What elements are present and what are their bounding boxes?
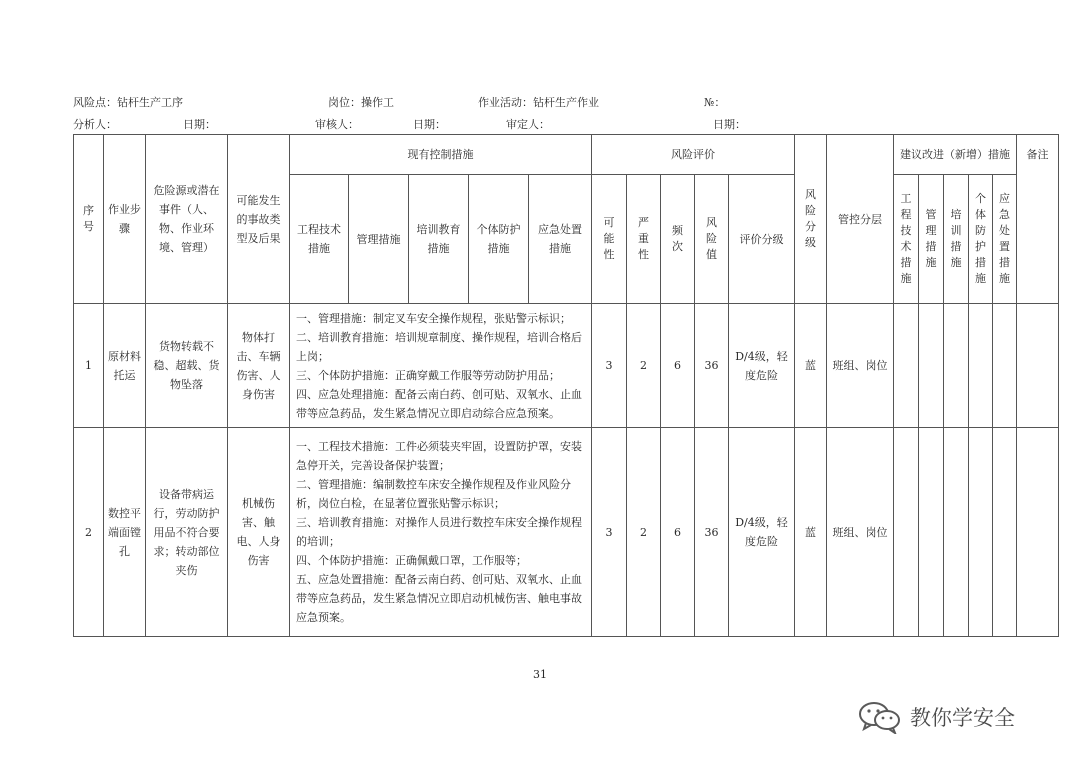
col-improve-train-header: 培训措施 <box>944 175 969 304</box>
row-note <box>1017 304 1059 428</box>
row-frequency: 6 <box>661 428 695 637</box>
risk-assessment-table <box>73 134 1059 637</box>
header-date-1: 日期： <box>183 118 216 131</box>
row-improve-ppe <box>969 304 993 428</box>
col-improve-eng-header: 工程技术措施 <box>894 175 919 304</box>
col-risk-value-header: 风险值 <box>695 175 729 304</box>
col-improve-header: 建议改进（新增）措施 <box>894 135 1017 175</box>
measure-line: 五、应急处置措施：配备云南白药、创可贴、双氧水、止血带等应急药品，发生紧急情况立即启动机械伤害、触电事故应急预案。 <box>296 573 582 624</box>
measure-line: 一、管理措施：制定叉车安全操作规程，张贴警示标识； <box>296 311 571 325</box>
row-risk-level: 蓝 <box>795 428 827 637</box>
col-risk-level-header: 风险分级 <box>795 135 827 304</box>
row-severity: 2 <box>627 428 661 637</box>
col-note-header: 备注 <box>1017 135 1059 304</box>
row-hazard: 货物转载不稳、超载、货物坠落 <box>146 304 228 428</box>
measure-line: 三、个体防护措施：正确穿戴工作服等劳动防护用品； <box>296 368 560 382</box>
row-improve-eng <box>894 428 919 637</box>
row-accident: 机械伤害、触电、人身伤害 <box>228 428 290 637</box>
header-analyst: 分析人： <box>73 118 117 131</box>
col-risk-eval-header: 风险评价 <box>592 135 795 175</box>
col-grade-header: 评价分级 <box>729 175 795 304</box>
header-reviewer: 审核人： <box>315 118 359 131</box>
measure-line: 三、培训教育措施：对操作人员进行数控车床安全操作规程的培训； <box>296 516 582 548</box>
row-current-measures <box>290 304 592 428</box>
row-improve-mgmt <box>919 428 944 637</box>
col-accident-header: 可能发生的事故类型及后果 <box>228 135 290 304</box>
col-eng-header: 工程技术措施 <box>290 175 349 304</box>
row-control-layer: 班组、岗位 <box>827 428 894 637</box>
measure-line: 二、培训教育措施：培训规章制度、操作规程，培训合格后上岗； <box>296 330 582 363</box>
row-note <box>1017 428 1059 637</box>
header-number: №： <box>704 96 726 109</box>
measure-line: 四、应急处理措施：配备云南白药、创可贴、双氧水、止血带等应急药品，发生紧急情况立即启动综合应急预案。 <box>296 387 582 420</box>
row-improve-ppe <box>969 428 993 637</box>
row-control-layer: 班组、岗位 <box>827 304 894 428</box>
header-date-2: 日期： <box>413 118 446 131</box>
col-severity-header: 严重性 <box>627 175 661 304</box>
row-improve-emerg <box>993 428 1017 637</box>
watermark-text: 教你学安全 <box>910 706 1015 730</box>
col-seq-header: 序号 <box>74 135 104 304</box>
measure-line: 一、工程技术措施：工件必须装夹牢固，设置防护罩，安装急停开关，完善设备保护装置； <box>296 440 582 472</box>
row-improve-mgmt <box>919 304 944 428</box>
wechat-icon <box>858 700 902 734</box>
row-grade: D/4级，轻度危险 <box>729 304 795 428</box>
col-hazard-header: 危险源或潜在事件（人、物、作业环境、管理） <box>146 135 228 304</box>
row-improve-eng <box>894 304 919 428</box>
row-seq: 1 <box>74 304 104 428</box>
col-emerg-header: 应急处置措施 <box>529 175 592 304</box>
row-grade: D/4级，轻度危险 <box>729 428 795 637</box>
col-frequency-header: 频次 <box>661 175 695 304</box>
row-improve-emerg <box>993 304 1017 428</box>
row-risk-level: 蓝 <box>795 304 827 428</box>
header-activity: 作业活动：钻杆生产作业 <box>478 96 599 109</box>
col-improve-emerg-header: 应急处置措施 <box>993 175 1017 304</box>
col-control-layer-header: 管控分层 <box>827 135 894 304</box>
measure-line: 二、管理措施：编制数控车床安全操作规程及作业风险分析，岗位白检，在显著位置张贴警示标识； <box>296 478 571 510</box>
row-improve-train <box>944 428 969 637</box>
header-approver: 审定人： <box>506 118 550 131</box>
col-current-measures-header: 现有控制措施 <box>290 135 592 175</box>
page-number: 31 <box>533 668 547 681</box>
table-row <box>74 304 1059 428</box>
col-ppe-header: 个体防护措施 <box>469 175 529 304</box>
row-step: 原材料托运 <box>104 304 146 428</box>
row-accident: 物体打击、车辆伤害、人身伤害 <box>228 304 290 428</box>
header-post: 岗位：操作工 <box>328 96 394 109</box>
row-risk-value: 36 <box>695 428 729 637</box>
col-step-header: 作业步骤 <box>104 135 146 304</box>
row-improve-train <box>944 304 969 428</box>
row-risk-value: 36 <box>695 304 729 428</box>
table-row <box>74 428 1059 637</box>
row-current-measures <box>290 428 592 637</box>
row-seq: 2 <box>74 428 104 637</box>
header-risk-point: 风险点：钻杆生产工序 <box>73 96 183 109</box>
measure-line: 四、个体防护措施：正确佩戴口罩，工作服等； <box>296 554 527 567</box>
col-improve-ppe-header: 个体防护措施 <box>969 175 993 304</box>
col-train-header: 培训教育措施 <box>409 175 469 304</box>
row-likelihood: 3 <box>592 304 627 428</box>
row-hazard: 设备带病运行，劳动防护用品不符合要求；转动部位夹伤 <box>146 428 228 637</box>
row-severity: 2 <box>627 304 661 428</box>
row-frequency: 6 <box>661 304 695 428</box>
row-likelihood: 3 <box>592 428 627 637</box>
col-mgmt-header: 管理措施 <box>349 175 409 304</box>
watermark <box>858 700 1015 734</box>
header-date-3: 日期： <box>713 118 746 131</box>
col-improve-mgmt-header: 管理措施 <box>919 175 944 304</box>
row-step: 数控平端面镗孔 <box>104 428 146 637</box>
col-likelihood-header: 可能性 <box>592 175 627 304</box>
